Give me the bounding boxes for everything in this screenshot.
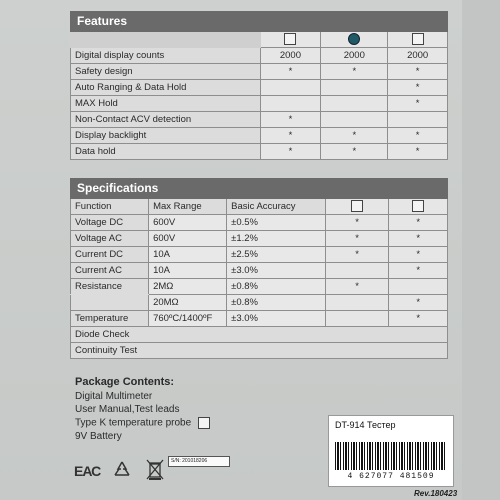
features-row: Digital display counts 2000 2000 2000 (71, 48, 448, 64)
crossed-bin-icon (146, 459, 164, 481)
specifications-title: Specifications (71, 179, 326, 199)
spec-row: 20MΩ ±0.8% * (71, 295, 448, 311)
package-item: Digital Multimeter (75, 391, 153, 402)
spec-model-2-checkbox (412, 200, 424, 212)
package-item: 9V Battery (75, 431, 122, 442)
package-item: User Manual,Test leads (75, 404, 180, 415)
features-row: Data hold * * * (71, 144, 448, 160)
spec-model-1-checkbox (351, 200, 363, 212)
basic-accuracy-header: Basic Accuracy (227, 199, 326, 215)
serial-number-sticker: S/N: 201018206 (168, 456, 230, 467)
spec-row: Temperature 760ºC/1400ºF ±3.0% * (71, 311, 448, 327)
features-row: Non-Contact ACV detection * (71, 112, 448, 128)
probe-checkbox (198, 417, 210, 429)
model-3-checkbox (412, 33, 424, 45)
features-table (70, 11, 448, 160)
model-2-selected-marker (348, 33, 360, 45)
features-row: Safety design * * * (71, 64, 448, 80)
max-range-header: Max Range (149, 199, 227, 215)
recycle-icon (112, 460, 132, 480)
package-item: Type K temperature probe (75, 417, 210, 429)
barcode-number: 4 627077 481509 (347, 472, 435, 481)
model-1-checkbox (284, 33, 296, 45)
package-contents-title: Package Contents: (75, 376, 175, 388)
spec-row: Resistance 2MΩ ±0.8% * (71, 279, 448, 295)
features-row: MAX Hold * (71, 96, 448, 112)
barcode-bars (335, 442, 447, 470)
features-row: Auto Ranging & Data Hold * (71, 80, 448, 96)
spec-row: Voltage AC 600V ±1.2% * * (71, 231, 448, 247)
specifications-table (70, 178, 448, 359)
barcode-sticker (328, 415, 454, 487)
function-header: Function (71, 199, 149, 215)
spec-row: Diode Check (71, 327, 448, 343)
features-row: Display backlight * * * (71, 128, 448, 144)
model-label: DT-914 Тестер (335, 420, 396, 430)
box-edge (462, 0, 500, 500)
spec-row: Continuity Test (71, 343, 448, 359)
features-title: Features (71, 12, 261, 32)
spec-row: Voltage DC 600V ±0.5% * * (71, 215, 448, 231)
spec-row: Current AC 10A ±3.0% * (71, 263, 448, 279)
eac-mark-icon: ЕАС (74, 463, 101, 479)
spec-row: Current DC 10A ±2.5% * * (71, 247, 448, 263)
revision-label: Rev.180423 (414, 489, 458, 498)
